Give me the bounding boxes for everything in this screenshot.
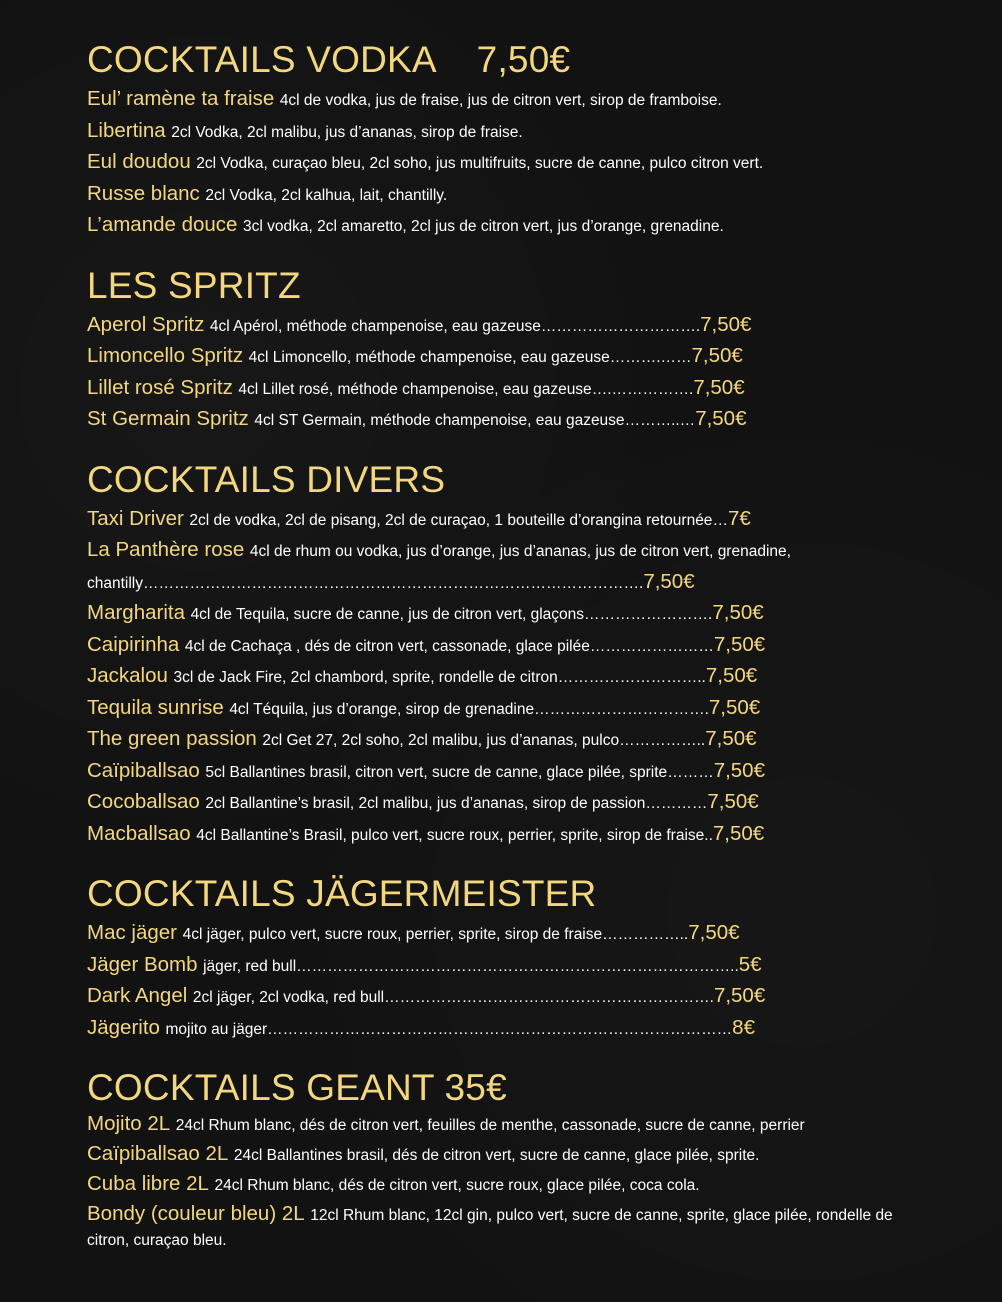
item-name: Bondy (couleur bleu) 2L	[87, 1202, 305, 1225]
item-description: jäger, red bull	[203, 957, 297, 975]
item-description: 4cl de Cachaça , dés de citron vert, cassonade, glace pilée	[184, 637, 590, 655]
item-description: 4cl Apérol, méthode champenoise, eau gazeuse	[209, 317, 541, 335]
item-name: Mojito 2L	[87, 1112, 171, 1135]
menu-item	[87, 756, 927, 788]
leader-dots: …………………………………………………………………………………….	[143, 574, 644, 592]
menu-item	[87, 787, 927, 819]
leader-dots: ……………..	[619, 732, 706, 749]
item-price: 7,50€	[688, 921, 740, 944]
item-description: 24cl Rhum blanc, dés de citron vert, feuilles de menthe, cassonade, sucre de canne, perrier	[175, 1117, 805, 1134]
item-name: Lillet rosé Spritz	[87, 375, 233, 399]
item-description: 2cl Get 27, 2cl soho, 2cl malibu, jus d’ananas, pulco	[262, 732, 620, 749]
item-description: 4cl de vodka, jus de fraise, jus de citron vert, sirop de framboise.	[279, 92, 722, 109]
item-price: 7,50€	[712, 821, 765, 845]
menu-item	[87, 373, 927, 405]
leader-dots: ……………………………………………………….	[384, 989, 714, 1006]
item-name: Mac jäger	[87, 921, 178, 944]
item-description: 3cl vodka, 2cl amaretto, 2cl jus de citron vert, jus d’orange, grenadine.	[243, 218, 724, 235]
item-name: Tequila sunrise	[87, 695, 224, 719]
item-price: 7,50€	[713, 632, 766, 656]
section-cocktails-jagermeister	[87, 872, 927, 1044]
item-price: 7,50€	[708, 695, 761, 719]
menu-item	[87, 84, 927, 116]
menu-item	[87, 535, 927, 598]
section-cocktails-vodka	[87, 38, 927, 242]
item-price: 7,50€	[700, 312, 752, 336]
menu-item	[87, 116, 927, 148]
item-description: 4cl Téquila, jus d’orange, sirop de grenadine	[229, 700, 535, 718]
menu-item	[87, 1172, 927, 1197]
menu-item	[87, 504, 927, 536]
item-description: 4cl de Tequila, sucre de canne, jus de citron vert, glaçons	[190, 606, 585, 623]
item-price: 8€	[732, 1015, 755, 1039]
leader-dots: …………	[645, 795, 708, 812]
menu-item	[87, 918, 927, 950]
menu-item	[87, 404, 927, 436]
leader-dots: …………………………….	[534, 700, 709, 718]
item-description: 3cl de Jack Fire, 2cl chambord, sprite, rondelle de citron	[173, 669, 558, 686]
leader-dots: ……….……	[609, 349, 692, 366]
item-name: Caipirinha	[87, 632, 180, 656]
leader-dots: ………………………..	[557, 669, 706, 686]
item-name: Caïpiballsao	[87, 758, 200, 782]
leader-dots: ………	[667, 763, 714, 781]
item-name: Cuba libre 2L	[87, 1172, 209, 1195]
menu-item	[87, 598, 927, 630]
leader-dots: ………………………….	[540, 317, 701, 335]
item-price: 7,50€	[707, 790, 759, 813]
item-description: 2cl Vodka, 2cl malibu, jus d’ananas, sirop de fraise.	[171, 123, 523, 141]
item-price: 7,50€	[691, 344, 743, 367]
item-name: Jäger Bomb	[87, 952, 198, 976]
item-name: Caïpiballsao 2L	[87, 1142, 229, 1165]
item-name: Jägerito	[87, 1015, 160, 1039]
menu-item	[87, 1202, 927, 1252]
section-title: COCKTAILS DIVERS	[87, 458, 446, 500]
item-name: Cocoballsao	[87, 790, 200, 813]
section-title: COCKTAILS VODKA 7,50€	[87, 39, 571, 80]
item-name: Margharita	[87, 601, 185, 624]
item-description: 2cl de vodka, 2cl de pisang, 2cl de curaçao, 1 bouteille d’orangina retournée	[189, 511, 713, 529]
item-description: 24cl Ballantines brasil, dés de citron vert, sucre de canne, glace pilée, sprite.	[233, 1147, 760, 1164]
leader-dots: ……………………	[589, 637, 714, 655]
item-description: 2cl jäger, 2cl vodka, red bull	[192, 989, 385, 1006]
leader-dots: ………………………………………………………………………………	[267, 1020, 733, 1038]
leader-dots: …………………………………………………………………………..	[296, 957, 739, 975]
item-name: Libertina	[87, 118, 166, 142]
leader-dots: …………………….	[584, 606, 713, 623]
menu-item	[87, 147, 927, 179]
menu-item	[87, 1112, 927, 1137]
item-description: 4cl jäger, pulco vert, sucre roux, perrier, sprite, sirop de fraise	[182, 926, 603, 943]
item-description: 4cl ST Germain, méthode champenoise, eau gazeuse	[254, 412, 625, 429]
leader-dots: ……………..	[602, 926, 689, 943]
item-name: Taxi Driver	[87, 506, 184, 530]
item-description: 2cl Vodka, curaçao bleu, 2cl soho, jus multifruits, sucre de canne, pulco citron vert.	[196, 155, 764, 172]
section-title: LES SPRITZ	[87, 264, 301, 306]
menu-item	[87, 950, 927, 982]
item-name: Limoncello Spritz	[87, 344, 244, 367]
item-price: 7,50€	[712, 601, 764, 624]
item-description: 24cl Rhum blanc, dés de citron vert, sucre roux, glace pilée, coca cola.	[214, 1177, 700, 1194]
item-price: 7,50€	[695, 407, 747, 430]
leader-dots: ….…………….	[591, 380, 694, 398]
menu-item	[87, 341, 927, 373]
item-name: L’amande douce	[87, 213, 238, 236]
item-name: Russe blanc	[87, 181, 200, 205]
menu-item	[87, 630, 927, 662]
menu-item	[87, 819, 927, 851]
menu-item	[87, 210, 927, 242]
item-description: 4cl de rhum ou vodka, jus d’orange, jus d’ananas, jus de citron vert, grenadine, chantilly	[87, 543, 791, 592]
item-name: St Germain Spritz	[87, 407, 249, 430]
menu-item	[87, 310, 927, 342]
item-name: La Panthère rose	[87, 538, 245, 561]
cocktail-menu	[87, 38, 927, 1257]
item-description: 4cl Limoncello, méthode champenoise, eau gazeuse	[248, 349, 610, 366]
item-price: 7,50€	[705, 664, 758, 687]
item-name: Aperol Spritz	[87, 312, 205, 336]
menu-item	[87, 693, 927, 725]
leader-dots: ………..…	[624, 412, 696, 429]
item-description: mojito au jäger	[165, 1020, 268, 1038]
menu-item	[87, 661, 927, 693]
section-spritz	[87, 264, 927, 436]
item-description: 4cl Ballantine’s Brasil, pulco vert, sucre roux, perrier, sprite, sirop de fraise	[196, 826, 705, 844]
item-name: Jackalou	[87, 664, 168, 687]
item-description: 2cl Vodka, 2cl kalhua, lait, chantilly.	[205, 186, 448, 204]
item-name: Dark Angel	[87, 984, 188, 1007]
section-title: COCKTAILS JÄGERMEISTER	[87, 873, 597, 914]
item-name: The green passion	[87, 727, 257, 750]
section-cocktails-geant	[87, 1066, 927, 1252]
menu-item	[87, 1013, 927, 1045]
item-price: 7,50€	[713, 758, 765, 782]
item-name: Eul doudou	[87, 150, 191, 173]
section-cocktails-divers	[87, 458, 927, 851]
menu-item	[87, 724, 927, 756]
item-description: 5cl Ballantines brasil, citron vert, sucre de canne, glace pilée, sprite	[205, 763, 668, 781]
item-description: 12cl Rhum blanc, 12cl gin, pulco vert, sucre de canne, sprite, glace pilée, rondelle de citron, curaçao bleu.	[87, 1207, 893, 1249]
item-price: 7,50€	[713, 984, 766, 1007]
item-price: 5€	[738, 952, 762, 976]
item-description: 2cl Ballantine’s brasil, 2cl malibu, jus d’ananas, sirop de passion	[205, 795, 646, 812]
item-name: Eul’ ramène ta fraise	[87, 87, 275, 110]
menu-item	[87, 981, 927, 1013]
leader-dots: ..	[704, 826, 713, 844]
item-description: 4cl Lillet rosé, méthode champenoise, eau gazeuse	[238, 380, 592, 398]
item-price: 7,50€	[705, 727, 757, 750]
item-price: 7,50€	[693, 375, 745, 399]
section-title: COCKTAILS GEANT 35€	[87, 1067, 507, 1108]
item-price: 7,50€	[643, 569, 695, 593]
item-price: 7€	[727, 506, 751, 530]
menu-item	[87, 179, 927, 211]
item-name: Macballsao	[87, 821, 191, 845]
leader-dots: …	[712, 511, 728, 529]
menu-item	[87, 1142, 927, 1167]
